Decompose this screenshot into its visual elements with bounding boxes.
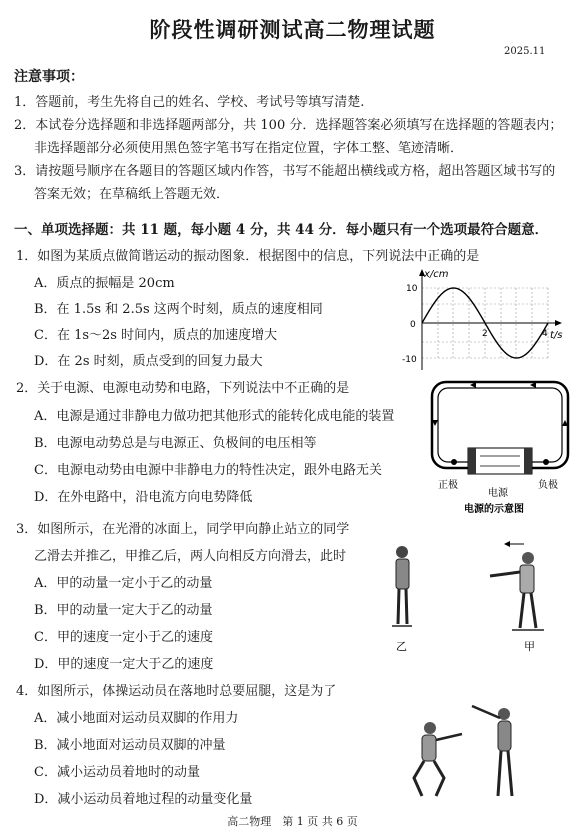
notice-line: 1．答题前，考生先将自己的姓名、学校、考试号等填写清楚. — [14, 95, 365, 110]
q2-option-b: B．电源电动势总是与电源正、负极间的电压相等 — [34, 436, 317, 451]
q4-option-d: D．减小运动员着地过程的动量变化量 — [34, 792, 253, 807]
gymnast-standing — [472, 706, 512, 796]
skater-yi — [392, 546, 412, 626]
question-4-stem: 4．如图所示，体操运动员在落地时总要屈腿，这是为了 — [16, 684, 337, 699]
question-1-stem: 1．如图为某质点做简谐运动的振动图象．根据图中的信息，下列说法中正确的是 — [16, 249, 480, 264]
page-title: 阶段性调研测试高二物理试题 — [149, 17, 436, 42]
label-yi: 乙 — [396, 640, 407, 653]
q1-option-d: D．在 2s 时刻，质点受到的回复力最大 — [34, 354, 263, 369]
gymnast-figure — [400, 700, 540, 804]
q1-option-c: C．在 1s～2s 时间内，质点的加速度增大 — [34, 328, 278, 343]
x-tick-4: 4 — [542, 329, 548, 339]
q3-option-c: C．甲的速度一定小于乙的速度 — [34, 630, 213, 645]
q2-option-d: D．在外电路中，沿电流方向电势降低 — [34, 490, 253, 505]
q1-option-a: A．质点的振幅是 20cm — [34, 276, 175, 291]
power-source-figure — [424, 378, 576, 518]
y-tick-minus10: -10 — [402, 355, 417, 365]
x-tick-2: 2 — [482, 329, 488, 339]
skater-jia — [490, 541, 544, 630]
q1-option-b: B．在 1.5s 和 2.5s 这两个时刻，质点的速度相同 — [34, 302, 323, 317]
q3-option-b: B．甲的动量一定大于乙的动量 — [34, 603, 213, 618]
q4-option-c: C．减小运动员着地时的动量 — [34, 765, 200, 780]
q3-option-d: D．甲的速度一定大于乙的速度 — [34, 657, 214, 672]
q2-option-a: A．电源是通过非静电力做功把其他形式的能转化成电能的装置 — [34, 409, 395, 424]
question-2-stem: 2．关于电源、电源电动势和电路，下列说法中不正确的是 — [16, 381, 350, 396]
question-3-stem: 3．如图所示，在光滑的冰面上，同学甲向静止站立的同学 — [16, 522, 350, 537]
question-3-stem-cont: 乙滑去并推乙，甲推乙后，两人向相反方向滑去，此时 — [34, 549, 347, 564]
q3-option-a: A．甲的动量一定小于乙的动量 — [34, 576, 213, 591]
y-axis-label: x/cm — [424, 269, 449, 280]
gymnast-crouching — [414, 722, 462, 796]
notice-heading: 注意事项： — [14, 69, 84, 85]
x-axis-label: t/s — [550, 330, 563, 341]
source-label: 电源 — [488, 488, 508, 499]
notice-line: 答案无效；在草稿纸上答题无效． — [34, 187, 230, 202]
vibration-graph — [400, 266, 568, 376]
notice-line: 3．请按题号顺序在各题目的答题区域内作答，书写不能超出横线或方格，超出答题区域书写的 — [14, 164, 556, 179]
notice-line: 非选择题部分必须使用黑色签字笔书写在指定位置，字体工整、笔迹清晰． — [34, 141, 464, 156]
section-heading: 一、单项选择题：共 11 题，每小题 4 分，共 44 分．每小题只有一个选项最符合题意． — [14, 222, 549, 238]
negative-label: 负极 — [538, 480, 558, 491]
q4-option-b: B．减小地面对运动员双脚的冲量 — [34, 738, 226, 753]
q2-option-c: C．电源电动势由电源中非静电力的特性决定，跟外电路无关 — [34, 463, 382, 478]
y-tick-0: 0 — [410, 320, 416, 330]
exam-date: 2025.11 — [504, 46, 546, 57]
figure-caption: 电源的示意图 — [464, 504, 524, 515]
skaters-figure — [380, 536, 570, 656]
label-jia: 甲 — [524, 640, 535, 653]
notice-line: 2．本试卷分选择题和非选择题两部分，共 100 分．选择题答案必须填写在选择题的答题表内； — [14, 118, 563, 133]
y-tick-10: 10 — [406, 284, 418, 294]
positive-label: 正极 — [438, 480, 458, 491]
page-footer: 高二物理 第 1 页 共 6 页 — [227, 815, 358, 828]
q4-option-a: A．减小地面对运动员双脚的作用力 — [34, 711, 239, 726]
